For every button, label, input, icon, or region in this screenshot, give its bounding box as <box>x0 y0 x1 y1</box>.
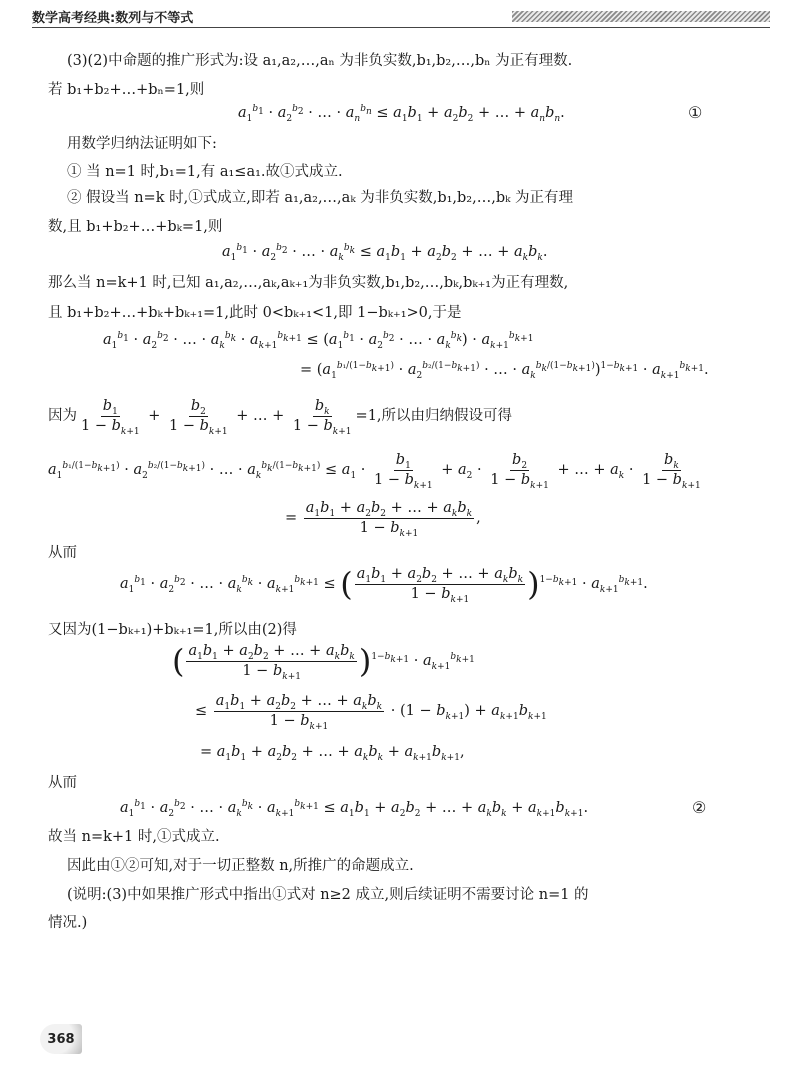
formula-step-1: $a_1^{b_1} \cdot a_2^{b_2}$ · … · $a_k^{b_k} \cdot a_{k+1}^{b_{k+1}} \le (a_1^{b_1} \cdot a_2^{b_2}$ · … · $a_k^{b_k}) \cdot a_{k+1}^{b_{k+1}}$ <box>103 331 534 351</box>
formula-weighted-1: ( $\frac{a_1b_1 + a_2b_2 + \dots + a_kb_k}{1 - b_{k+1}}$ )$^{1-b_{k+1}} \cdot a_{k+1}^{b_{k+1}}$ <box>172 642 475 682</box>
formula-hypothesis-result: = $\frac{a_1b_1 + a_2b_2 + \dots + a_kb_k}{1 - b_{k+1}}$ , <box>285 500 481 539</box>
paragraph-hypothesis: ② 假设当 n=k 时,①式成立,即若 a₁,a₂,…,aₖ 为非负实数,b₁,b₂,…,bₖ 为正有理 <box>67 190 574 206</box>
formula-weighted-2: ≤ $\frac{a_1b_1 + a_2b_2 + \dots + a_kb_k}{1 - b_{k+1}}$ · $(1 - b_{k+1}) + a_{k+1}b_{k+1}$ <box>195 693 547 732</box>
paragraph-condition: 若 b₁+b₂+…+bₙ=1,则 <box>48 82 205 98</box>
because-tail: =1,所以由归纳假设可得 <box>355 408 513 425</box>
paragraph-step: 那么当 n=k+1 时,已知 a₁,a₂,…,aₖ,aₖ₊₁为非负实数,b₁,b₂,…,bₖ,bₖ₊₁为正有理数, <box>48 275 569 291</box>
formula-thus-1: $a_1^{b_1} \cdot a_2^{b_2}$ · … · $a_k^{b_k} \cdot a_{k+1}^{b_{k+1}}$ ≤ ( $\frac{a_1b_1 + a_2b_2 + \dots + a_kb_k}{1 - b_{k+1}}$ )$^{1-b_{k+1}} \cdot a_{k+1}^{b_{k+1}}$. <box>120 565 648 605</box>
paragraph-thus-2: 从而 <box>48 775 77 791</box>
paragraph-note: (说明:(3)中如果推广形式中指出①式对 n≥2 成立,则后续证明不需要讨论 n=1 的 <box>67 887 589 903</box>
paragraph-step-cont: 且 b₁+b₂+…+bₖ+bₖ₊₁=1,此时 0<bₖ₊₁<1,即 1−bₖ₊₁>0,于是 <box>48 305 462 321</box>
formula-weighted-3: = $a_1b_1 + a_2b_2$ + … + $a_kb_k + a_{k+1}b_{k+1}$, <box>200 744 465 763</box>
paragraph-base-case: ① 当 n=1 时,b₁=1,有 a₁≤a₁.故①式成立. <box>67 164 343 180</box>
page-number: 368 <box>40 1024 82 1054</box>
header-rule <box>32 27 770 28</box>
paragraph-also-because: 又因为(1−bₖ₊₁)+bₖ₊₁=1,所以由(2)得 <box>48 622 297 638</box>
equation-tag-1: ① <box>688 103 703 122</box>
formula-step-2: = ($a_1^{b_1/(1-b_{k+1})} \cdot a_2^{b_2/(1-b_{k+1})}$ · … · $a_k^{b_k/(1-b_{k+1})})^{1-b_{k+1}} \cdot a_{k+1}^{b_{k+1}}$. <box>300 361 709 381</box>
header-decoration-bar <box>512 11 770 22</box>
paragraph-hypothesis-cont: 数,且 b₁+b₂+…+bₖ=1,则 <box>48 219 223 235</box>
paragraph-because: 因为 $\frac{b_1}{1 - b_{k+1}}$ + $\frac{b_2}{1 - b_{k+1}}$ + … + $\frac{b_k}{1 - b_{k+1}}$ =1,所以由归纳假设可得 <box>48 398 513 437</box>
formula-2: $a_1^{b_1} \cdot a_2^{b_2}$ · … · $a_k^{b_k} \cdot a_{k+1}^{b_{k+1}} \le a_1b_1 + a_2b_2$ + … + $a_kb_k + a_{k+1}b_{k+1}$. <box>120 799 589 819</box>
paragraph-conclusion: 因此由①②可知,对于一切正整数 n,所推广的命题成立. <box>67 858 414 874</box>
formula-1: $a_1^{b_1} \cdot a_2^{b_2}$ · … · $a_n^{b_n} \le a_1b_1 + a_2b_2$ + … + $a_nb_n$. <box>238 104 565 124</box>
equation-tag-2: ② <box>692 798 707 817</box>
paragraph-generalization: (3)(2)中命题的推广形式为:设 a₁,a₂,…,aₙ 为非负实数,b₁,b₂,…,bₙ 为正有理数. <box>67 53 573 69</box>
paragraph-thus-1: 从而 <box>48 545 77 561</box>
because-lead: 因为 <box>48 408 77 425</box>
formula-hypothesis: $a_1^{b_1} \cdot a_2^{b_2}$ · … · $a_k^{b_k} \le a_1b_1 + a_2b_2$ + … + $a_kb_k$. <box>222 243 548 263</box>
paragraph-conclusion-step: 故当 n=k+1 时,①式成立. <box>48 829 220 845</box>
formula-hypothesis-applied: $a_1^{b_1/(1-b_{k+1})} \cdot a_2^{b_2/(1-b_{k+1})}$ · … · $a_k^{b_k/(1-b_{k+1})} \le a_1$ · $\frac{b_1}{1 - b_{k+1}}$ + $a_2$ · $\frac{b_2}{1 - b_{k+1}}$ + … + $a_k$ · $\frac{b_k}{1 - b_{k+1}}$ <box>48 452 701 491</box>
paragraph-note-cont: 情况.) <box>48 915 88 931</box>
paragraph-induction-intro: 用数学归纳法证明如下: <box>67 136 217 152</box>
header-title: 数学高考经典:数列与不等式 <box>32 11 194 26</box>
